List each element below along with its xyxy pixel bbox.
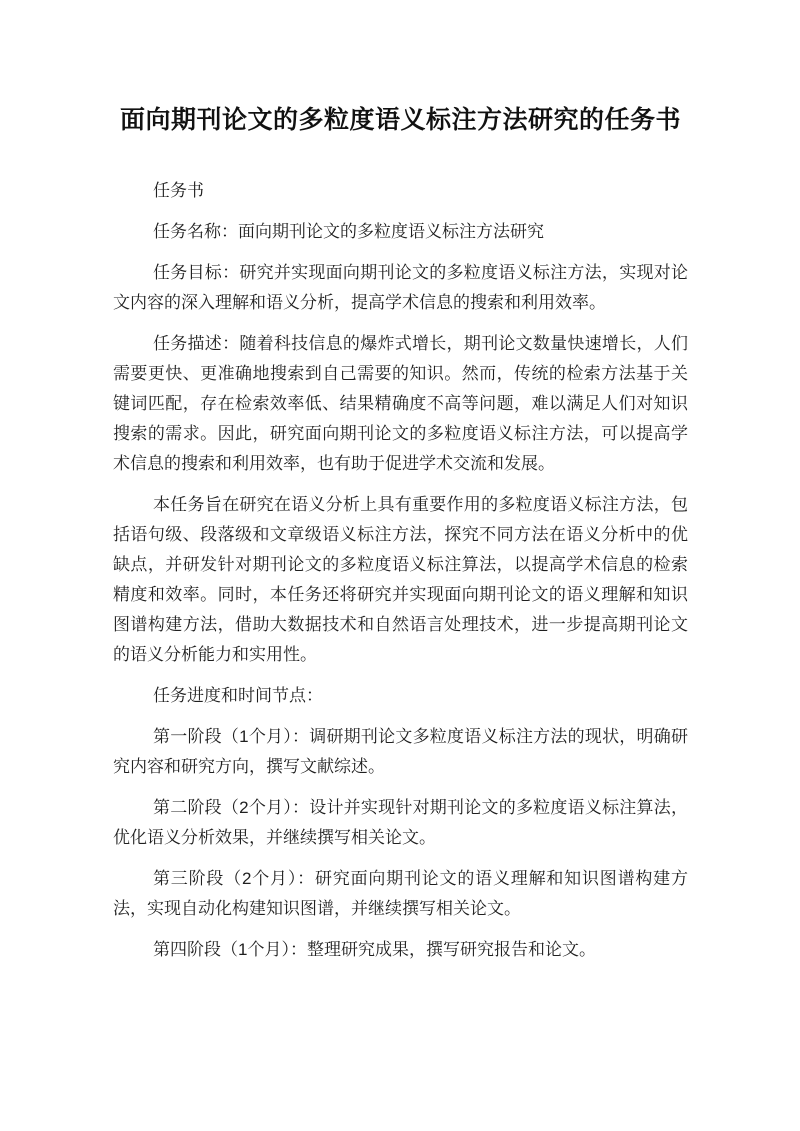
paragraph-phase-4: 第四阶段（1个月）：整理研究成果，撰写研究报告和论文。 [153,940,596,959]
paragraph-phase-1: 第一阶段（1个月）：调研期刊论文多粒度语义标注方法的现状，明确研究内容和研究方向，撰写文献综述。 [113,727,688,776]
paragraph-task-name: 任务名称：面向期刊论文的多粒度语义标注方法研究 [153,222,544,241]
page-title: 面向期刊论文的多粒度语义标注方法研究的任务书 [119,106,681,134]
paragraph-task-overview: 本任务旨在研究在语义分析上具有重要作用的多粒度语义标注方法，包括语句级、段落级和文章级语义标注方法，探究不同方法在语义分析中的优缺点，并研发针对期刊论文的多粒度语义标注算法，以提高学术信息的检索精度和效率。同时，本任务还将研究并实现面向期刊论文的语义理解和知识图谱构建方法，借助大数据技术和自然语言处理技术，进一步提高期刊论文的语义分析能力和实用性。 [113,495,688,664]
paragraph-schedule-heading: 任务进度和时间节点： [153,686,323,705]
paragraph-task-goal: 任务目标：研究并实现面向期刊论文的多粒度语义标注方法，实现对论文内容的深入理解和语义分析，提高学术信息的搜索和利用效率。 [113,263,688,312]
paragraph-phase-3: 第三阶段（2个月）：研究面向期刊论文的语义理解和知识图谱构建方法，实现自动化构建知识图谱，并继续撰写相关论文。 [113,869,688,918]
paragraph-doc-type: 任务书 [153,181,204,200]
paragraph-phase-2: 第二阶段（2个月）：设计并实现针对期刊论文的多粒度语义标注算法，优化语义分析效果，并继续撰写相关论文。 [113,798,688,847]
paragraph-task-description: 任务描述：随着科技信息的爆炸式增长，期刊论文数量快速增长，人们需要更快、更准确地搜索到自己需要的知识。然而，传统的检索方法基于关键词匹配，存在检索效率低、结果精确度不高等问题，难以满足人们对知识搜索的需求。因此，研究面向期刊论文的多粒度语义标注方法，可以提高学术信息的搜索和利用效率，也有助于促进学术交流和发展。 [113,334,688,473]
